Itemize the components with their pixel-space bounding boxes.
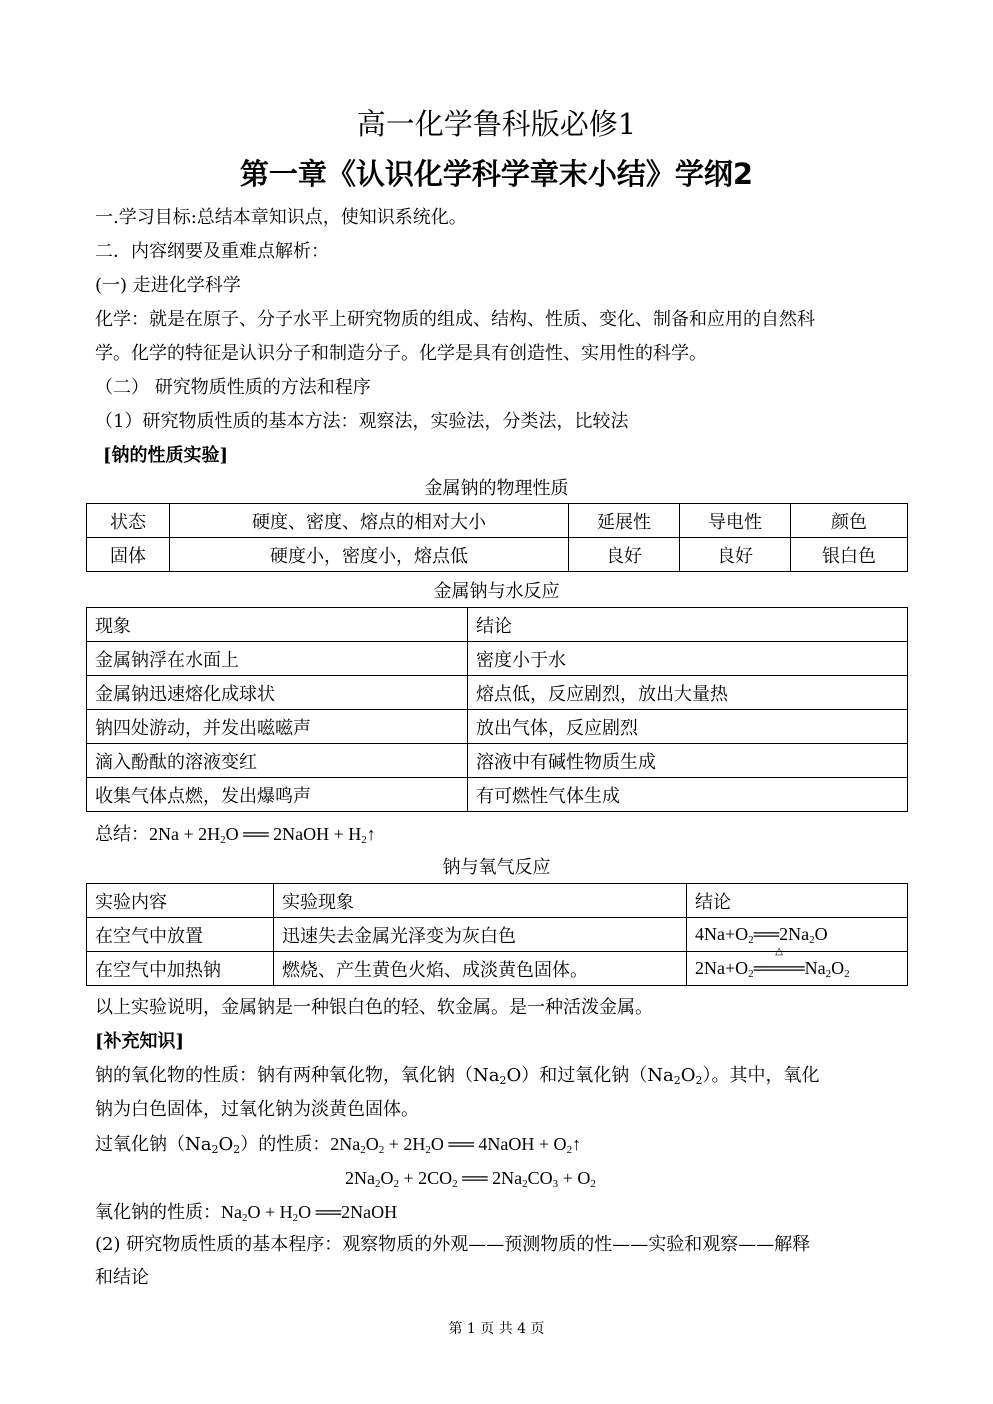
table-cell: 银白色: [791, 538, 908, 572]
table-cell: 金属钠浮在水面上: [87, 642, 468, 676]
eq-part: 2Na+O: [695, 957, 749, 978]
eq-sub: 2: [566, 1144, 573, 1156]
text-part: ）。其中，氧化: [702, 1065, 820, 1086]
table2-caption: 金属钠与水反应: [433, 581, 560, 602]
eq-sub: 2: [590, 1178, 596, 1190]
eq-sub: 2: [809, 933, 815, 946]
text-part: 钠的氧化物的性质：钠有两种氧化物，氧化钠（Na: [95, 1065, 500, 1086]
table-row: [87, 778, 908, 812]
eq-sub: 2: [220, 834, 226, 846]
eq-sub: 2: [748, 933, 754, 946]
physical-properties-table: [86, 503, 908, 572]
eq-sub: 3: [552, 1178, 559, 1190]
eq-sub: 2: [425, 1144, 431, 1156]
eq-sub: 2: [211, 1143, 219, 1156]
table-header-cell: 结论: [468, 608, 908, 642]
summary-label: 总结：: [95, 824, 149, 844]
table-header-cell: 现象: [87, 608, 468, 642]
table-cell: 密度小于水: [468, 642, 908, 676]
eq-sub: 2: [825, 967, 832, 980]
table-header-row: [87, 884, 908, 918]
table-header-cell: 颜色: [791, 504, 908, 538]
text-part: O: [218, 1134, 234, 1155]
eq-part: 2Na: [330, 1134, 361, 1154]
eq-sub: 2: [378, 1144, 385, 1156]
basic-procedure-2: 和结论: [95, 1267, 149, 1288]
table-header-cell: 实验现象: [274, 884, 687, 918]
eq-part: CO: [527, 1168, 553, 1188]
table-cell: 在空气中加热钠: [87, 952, 274, 986]
table-cell: 金属钠迅速熔化成球状: [87, 676, 468, 710]
chemistry-definition-2: 学。化学的特征是认识分子和制造分子。化学是具有创造性、实用性的科学。: [95, 343, 707, 364]
eq-part: ══2Na: [753, 923, 810, 944]
eq-part: ↑: [366, 824, 376, 844]
page-footer: 第 1 页 共 4 页: [448, 1321, 545, 1337]
table-cell: 钠四处游动，并发出嗞嗞声: [87, 710, 468, 744]
table-header-cell: 状态: [87, 504, 170, 538]
table-row: [87, 744, 908, 778]
eq-sub: 2: [673, 1074, 681, 1087]
section-two-heading: 二．内容纲要及重难点解析：: [95, 241, 329, 262]
table-cell: 良好: [680, 538, 791, 572]
eq-part: + 2CO: [399, 1168, 453, 1188]
text-part: 过氧化钠（Na: [95, 1134, 212, 1155]
eq-part: ↑: [572, 1134, 582, 1154]
eq-part: 2Na: [345, 1168, 375, 1188]
text-part: O）和过氧化钠（Na: [506, 1065, 674, 1086]
supplement-heading: [补充知识]: [95, 1031, 185, 1052]
table-header-cell: 实验内容: [87, 884, 274, 918]
eq-sub: 2: [499, 1074, 507, 1087]
table-header-cell: 导电性: [680, 504, 791, 538]
table-header-cell: 延展性: [569, 504, 680, 538]
title-line-1: 高一化学鲁科版必修1: [356, 107, 637, 141]
eq-sub: 2: [242, 1212, 248, 1224]
equation-cell: [687, 918, 908, 952]
sodium-experiment-heading: [钠的性质实验]: [103, 445, 229, 466]
oxide-properties-1: [95, 1064, 820, 1093]
subsection-one-heading: (一) 走进化学科学: [95, 275, 241, 296]
heat-symbol: △: [775, 945, 783, 957]
table-cell: 熔点低，反应剧烈，放出大量热: [468, 676, 908, 710]
eq-sub: 2: [292, 1212, 299, 1224]
basic-methods: （1）研究物质性质的基本方法：观察法，实验法，分类法，比较法: [95, 411, 629, 432]
eq-part: O: [814, 923, 828, 944]
title-line-2: 第一章《认识化学科学章末小结》学纲2: [239, 157, 754, 191]
table-cell: 燃烧、产生黄色火焰、成淡黄色固体。: [274, 952, 687, 986]
learning-goal: 一.学习目标:总结本章知识点，使知识系统化。: [95, 207, 467, 228]
table-header-row: [87, 504, 908, 538]
table-header-cell: 结论: [687, 884, 908, 918]
eq-sub: 2: [361, 834, 367, 846]
table-cell: 硬度小，密度小，熔点低: [170, 538, 569, 572]
eq-part: O ══ 4NaOH + O: [430, 1134, 567, 1154]
eq-part: O: [831, 957, 845, 978]
eq-sub: 2: [233, 1143, 241, 1156]
basic-procedure-1: (2) 研究物质性质的基本程序：观察物质的外观——预测物质的性——实验和观察——解释: [95, 1234, 811, 1255]
table-cell: 有可燃性气体生成: [468, 778, 908, 812]
table-row: [87, 710, 908, 744]
table-row: [87, 538, 908, 572]
eq-sub: 2: [360, 1144, 366, 1156]
eq-part: Na: [221, 1202, 242, 1222]
chemistry-definition-1: 化学：就是在原子、分子水平上研究物质的组成、结构、性质、变化、制备和应用的自然科: [95, 309, 815, 330]
eq-arrow: ════: [753, 957, 805, 978]
table-header-cell: 硬度、密度、熔点的相对大小: [170, 504, 569, 538]
table-row: [87, 918, 908, 952]
table-cell: 滴入酚酞的溶液变红: [87, 744, 468, 778]
eq-sub: 2: [748, 967, 754, 980]
subsection-two-heading: （二） 研究物质性质的方法和程序: [95, 377, 371, 398]
oxygen-reaction-table: [86, 883, 908, 986]
summary-equation: [95, 822, 376, 852]
table-cell: 放出气体，反应剧烈: [468, 710, 908, 744]
text-part: O: [680, 1065, 696, 1086]
eq-part: O + H: [247, 1202, 293, 1222]
equation-cell: [687, 945, 908, 986]
table-cell: 良好: [569, 538, 680, 572]
eq-part: 4Na+O: [695, 923, 749, 944]
oxide-equation: [95, 1200, 397, 1230]
eq-part: ══ 2Na: [457, 1168, 523, 1188]
oxide-properties-2: 钠为白色固体，过氧化钠为淡黄色固体。: [95, 1099, 419, 1120]
eq-part: Na: [804, 957, 826, 978]
experiment-conclusion: 以上实验说明，金属钠是一种银白色的轻、软金属。是一种活泼金属。: [95, 997, 653, 1018]
table3-caption: 钠与氧气反应: [442, 857, 551, 878]
table-cell: 溶液中有碱性物质生成: [468, 744, 908, 778]
text-part: ）的性质：: [240, 1134, 331, 1155]
heating-arrow: [753, 945, 805, 979]
table-header-row: [87, 608, 908, 642]
water-reaction-table: [86, 607, 908, 812]
table-cell: 收集气体点燃，发出爆鸣声: [87, 778, 468, 812]
table-cell: 在空气中放置: [87, 918, 274, 952]
eq-part: O: [365, 1134, 379, 1154]
eq-part: O: [380, 1168, 394, 1188]
eq-sub: 2: [522, 1178, 528, 1190]
table-row: [87, 952, 908, 986]
table-cell: 固体: [87, 538, 170, 572]
eq-sub: 2: [695, 1074, 703, 1087]
eq-sub: 2: [452, 1178, 458, 1190]
table1-caption: 金属钠的物理性质: [424, 478, 569, 499]
table-cell: 迅速失去金属光泽变为灰白色: [274, 918, 687, 952]
eq-part: + O: [558, 1168, 591, 1188]
eq-part: + 2H: [384, 1134, 426, 1154]
table-row: [87, 676, 908, 710]
eq-sub: 2: [844, 967, 850, 980]
eq-part: O ══ 2NaOH + H: [225, 824, 362, 844]
peroxide-equation-1: [95, 1132, 581, 1162]
table-row: [87, 642, 908, 676]
eq-part: O ══2NaOH: [298, 1202, 398, 1222]
eq-sub: 2: [375, 1178, 381, 1190]
text-part: 氧化钠的性质：: [95, 1202, 221, 1223]
eq-sub: 2: [393, 1178, 399, 1190]
eq-part: 2Na + 2H: [149, 824, 221, 844]
peroxide-equation-2: [345, 1166, 596, 1196]
